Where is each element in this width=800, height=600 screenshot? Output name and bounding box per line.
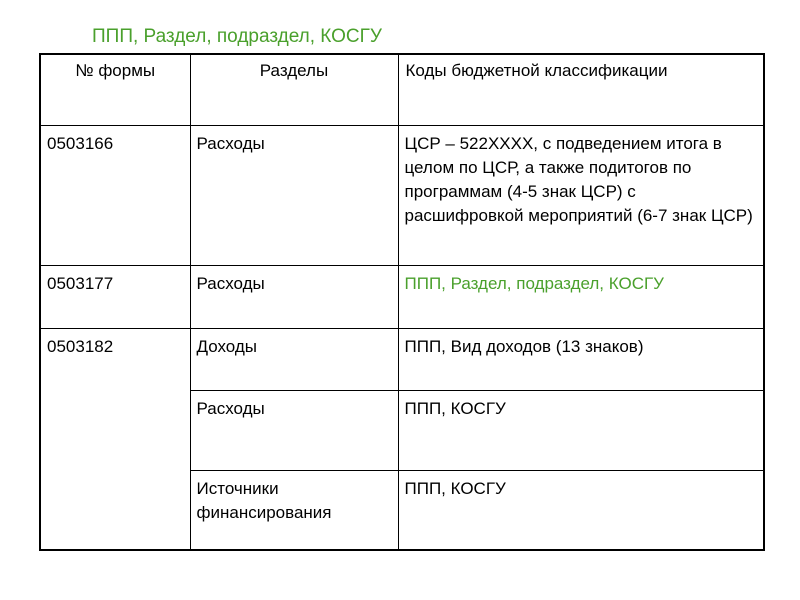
form-number-cell: 0503182 (40, 328, 190, 550)
page-title: ППП, Раздел, подраздел, КОСГУ (92, 26, 383, 47)
codes-cell: ППП, Раздел, подраздел, КОСГУ (398, 265, 764, 328)
table-row (40, 328, 764, 390)
table-row (40, 265, 764, 328)
header-sections: Разделы (190, 54, 398, 125)
codes-cell: ППП, КОСГУ (398, 390, 764, 470)
section-cell: Источники финансирования (190, 470, 398, 550)
codes-cell: ППП, Вид доходов (13 знаков) (398, 328, 764, 390)
section-cell: Расходы (190, 125, 398, 265)
codes-cell: ППП, КОСГУ (398, 470, 764, 550)
header-classification-codes: Коды бюджетной классификации (398, 54, 764, 125)
section-cell: Доходы (190, 328, 398, 390)
table-row (40, 125, 764, 265)
section-cell: Расходы (190, 265, 398, 328)
section-cell: Расходы (190, 390, 398, 470)
header-form-number: № формы (40, 54, 190, 125)
form-number-cell: 0503166 (40, 125, 190, 265)
table-header-row (40, 54, 764, 125)
budget-classification-table (39, 53, 765, 551)
form-number-cell: 0503177 (40, 265, 190, 328)
codes-cell: ЦСР – 522ХХХХ, с подведением итога в целом по ЦСР, а также подитогов по программам (4-5 знак ЦСР) с расшифровкой мероприятий (6-7 знак ЦСР) (398, 125, 764, 265)
